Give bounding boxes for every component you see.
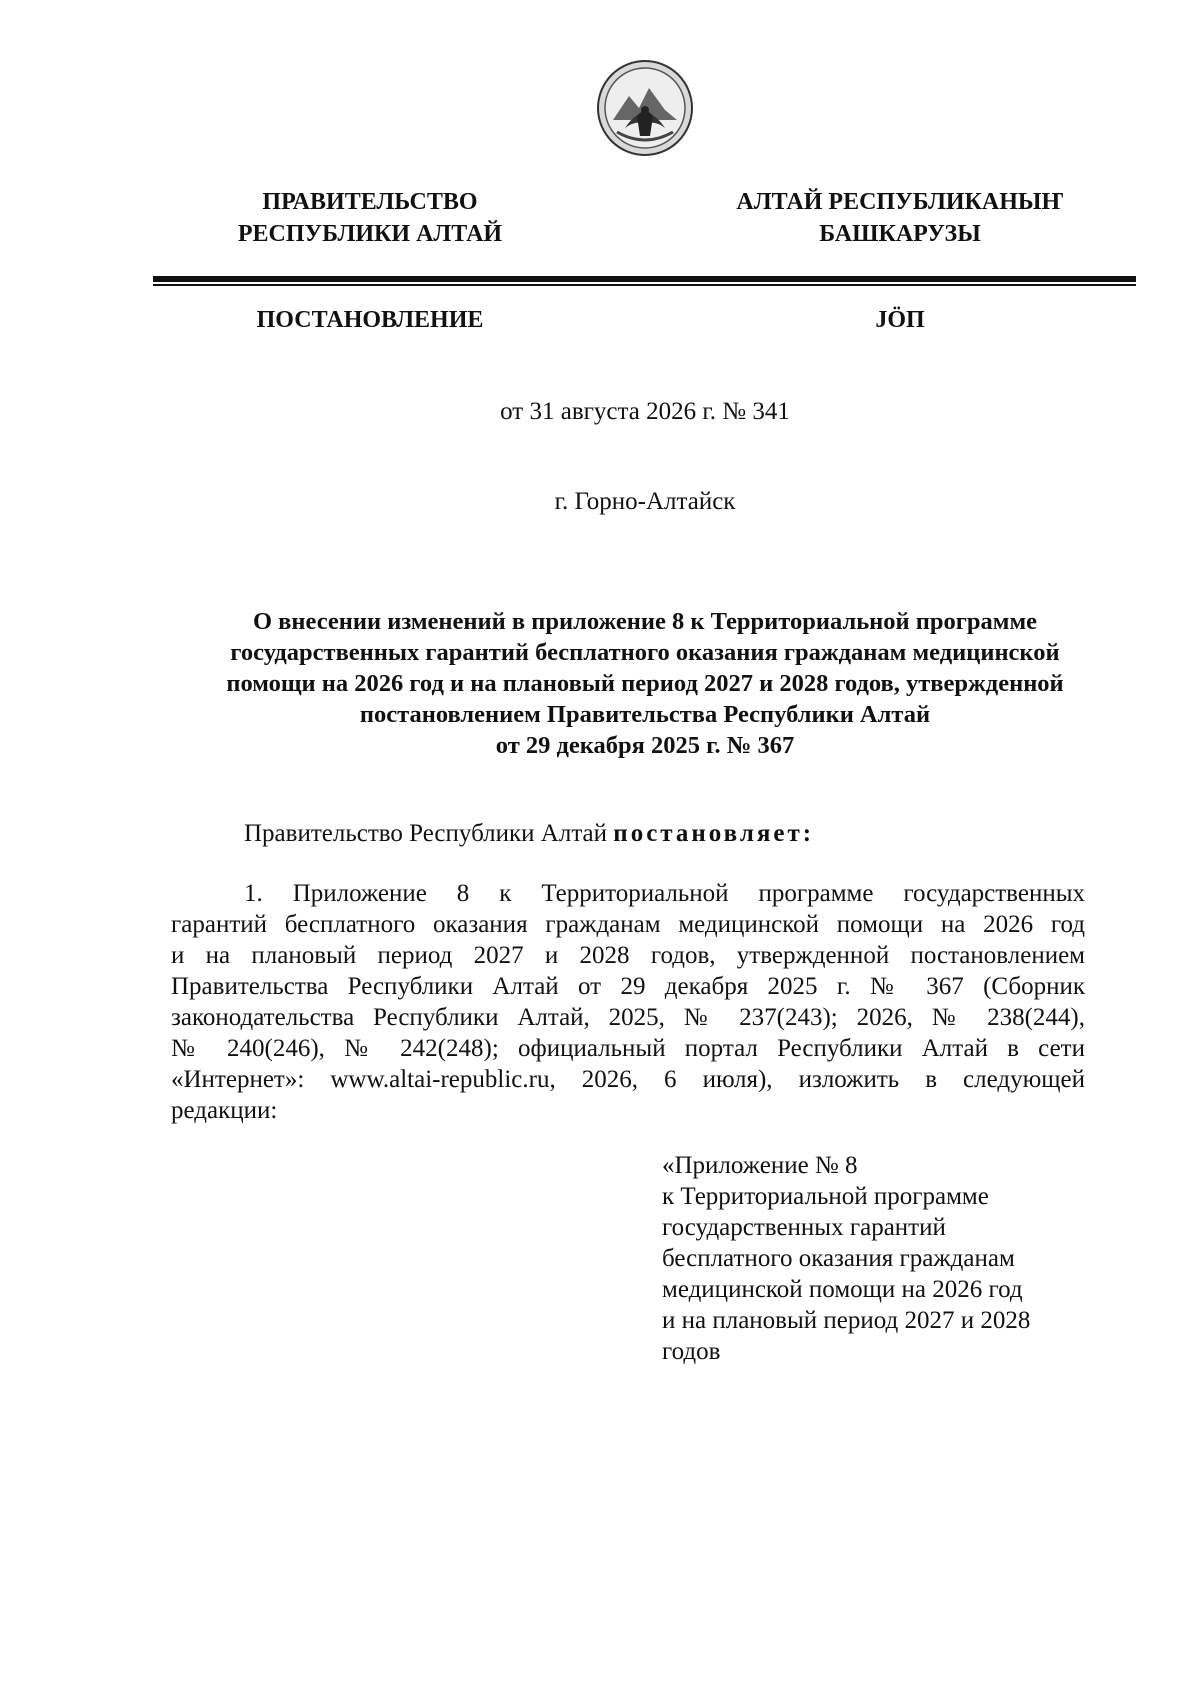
header-left-line-2: РЕСПУБЛИКИ АЛТАЙ bbox=[237, 221, 503, 247]
paragraph-line: 1. Приложение 8 к Территориальной программе государственных bbox=[244, 880, 1085, 907]
paragraph-line: законодательства Республики Алтай, 2025, № 237(243); 2026, № 238(244), bbox=[171, 1004, 1085, 1031]
title-line-5: от 29 декабря 2025 г. № 367 bbox=[495, 732, 795, 759]
appendix-line: годов bbox=[662, 1338, 721, 1365]
header-left bbox=[200, 186, 540, 250]
title-line-4: постановлением Правительства Республики Алтай bbox=[359, 701, 931, 728]
header-right-line-1: АЛТАЙ РЕСПУБЛИКАНЫҤ bbox=[736, 189, 1064, 215]
header-left-line-1: ПРАВИТЕЛЬСТВО bbox=[262, 189, 478, 215]
appendix-heading bbox=[662, 1150, 1102, 1367]
paragraph-line: и на плановый период 2027 и 2028 годов, утвержденной постановлением bbox=[171, 942, 1085, 969]
appendix-line: бесплатного оказания гражданам bbox=[662, 1245, 1015, 1272]
decree-verb: постановляет: bbox=[613, 820, 815, 847]
paragraph-line: гарантий бесплатного оказания гражданам медицинской помощи на 2026 год bbox=[171, 911, 1085, 938]
document-title bbox=[170, 606, 1120, 761]
decree-prefix: Правительство Республики Алтай bbox=[244, 820, 608, 847]
paragraph-1 bbox=[171, 878, 1085, 1126]
paragraph-line: редакции: bbox=[171, 1097, 278, 1124]
altai-republic-coat-of-arms-icon bbox=[595, 58, 695, 158]
header-right bbox=[700, 186, 1100, 250]
title-line-2: государственных гарантий бесплатного оказания гражданам медицинской bbox=[230, 639, 1060, 666]
paragraph-line: «Интернет»: www.altai-republic.ru, 2026, 6 июля), изложить в следующей bbox=[171, 1066, 1085, 1093]
appendix-line: к Территориальной программе bbox=[662, 1183, 989, 1210]
header-right-line-2: БАШКАРУЗЫ bbox=[819, 221, 981, 247]
header-divider-thick bbox=[153, 276, 1136, 282]
title-line-3: помощи на 2026 год и на плановый период 2027 и 2028 годов, утвержденной bbox=[226, 670, 1064, 697]
document-city: г. Горно-Алтайск bbox=[554, 488, 736, 515]
decree-statement bbox=[244, 818, 814, 850]
title-line-1: О внесении изменений в приложение 8 к Территориальной программе bbox=[253, 608, 1037, 635]
paragraph-line: № 240(246), № 242(248); официальный портал Республики Алтай в сети bbox=[171, 1035, 1085, 1062]
document-date-number: от 31 августа 2026 г. № 341 bbox=[500, 398, 790, 425]
paragraph-line: Правительства Республики Алтай от 29 декабря 2025 г. № 367 (Сборник bbox=[171, 973, 1085, 1000]
appendix-line: государственных гарантий bbox=[662, 1214, 946, 1241]
header-divider-thin bbox=[153, 284, 1136, 286]
appendix-line: медицинской помощи на 2026 год bbox=[662, 1276, 1023, 1303]
appendix-line: и на плановый период 2027 и 2028 bbox=[662, 1307, 1031, 1334]
appendix-line: «Приложение № 8 bbox=[662, 1152, 858, 1179]
doc-type-left: ПОСТАНОВЛЕНИЕ bbox=[256, 307, 484, 333]
doc-type-right: JÖП bbox=[875, 307, 925, 333]
